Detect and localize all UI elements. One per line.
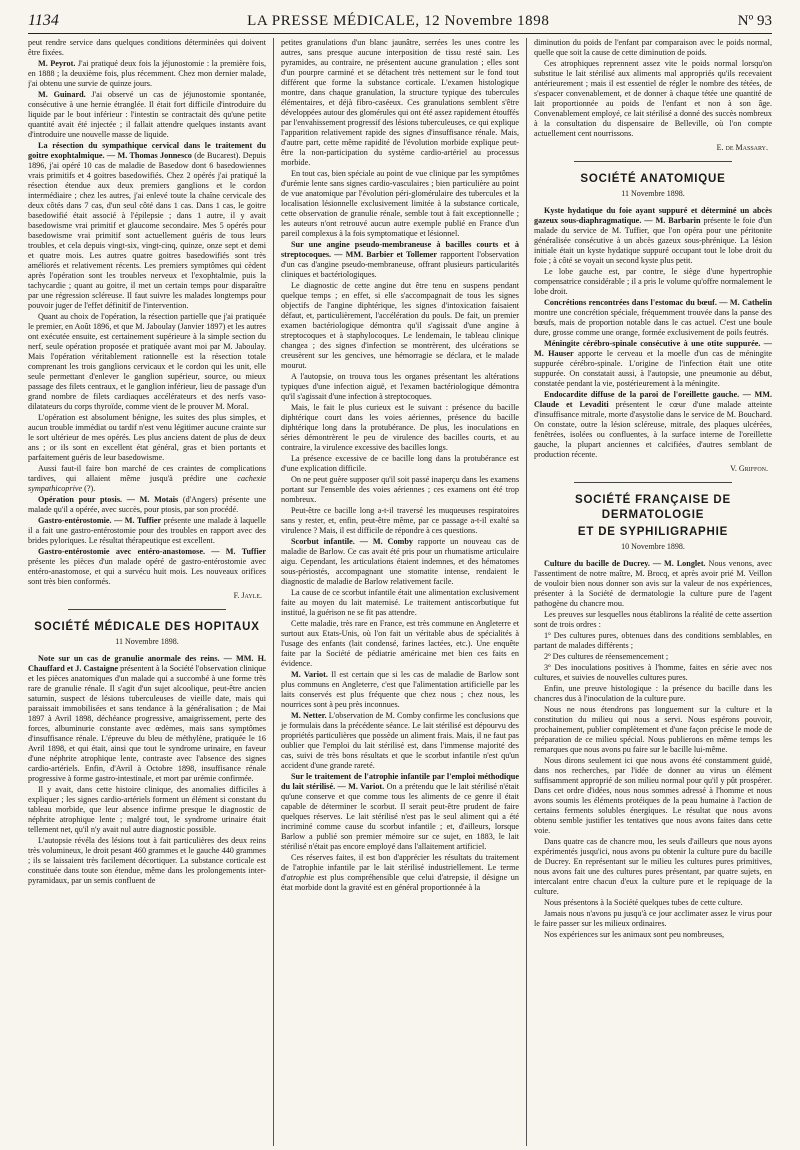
paragraph: petites granulations d'un blanc jaunâtre, serrées les unes contre les autres, sans presque aucune interposition de tissu resté sain. Les pyramides, au contraire, ne présentent aucune granulation ; elles sont d'un pourpre carminé et se détachent très nettement sur le fond tout différent que forme la substance corticale. L'examen histologique montre, dans chaque granulation, la structure typique des tubercules élémentaires, et déjà fibro-caséeux. Ces granulations semblent s'être développées autour des glomérules qui ont été assez rapidement étouffés par l'envahissement progressif des lésions tuberculeuses, ce qui explique l'apparition relativement rapide des signes d'insuffisance rénale. Mais, d'autre part, cette même rapidité de l'évolution morbide explique peut-être la non-participation du système cardio-artériel au processus morbide. <box>281 38 519 167</box>
paragraph: Nous présentons à la Société quelques tubes de cette culture. <box>544 898 743 907</box>
paragraph: Il y avait, dans cette histoire clinique, des anomalies difficiles à expliquer ; les signes cardio-artériels forment un élément si constant du tableau morbide, que leur absence infirme presque le diagnostic de néphrite atrophique lente ; malgré tout, le syndrome urinaire était tellement net, qu'il n'y avait nul autre diagnostic possible. <box>28 785 266 834</box>
paragraph: Concrétions rencontrées dans l'estomac du bœuf. — M. Cathelin montre une concrétion spéciale, fréquemment trouvée dans la panse des bœufs, mais de proportion notable dans le cas actuel. C'est une boule dure, grosse comme une orange, formée exclusivement de poils feutrés. <box>534 298 772 337</box>
section-divider <box>574 161 732 162</box>
item-title: Méningite cérébro-spinale consécutive à une otite suppurée. <box>544 339 761 348</box>
paragraph: 1º Des cultures pures, obtenues dans des conditions semblables, en partant de malades différents ; <box>534 631 772 650</box>
item-title: Sur le traitement de l'atrophie infantile par l'emploi méthodique du lait stérilisé. <box>281 772 519 791</box>
society-heading: SOCIÉTÉ MÉDICALE DES HOPITAUX <box>34 621 260 633</box>
paragraph: La résection du sympathique cervical dans le traitement du goitre exophtalmique. — M. Thomas Jonnesco (de Bucarest). Depuis 1896, j'ai opéré 10 cas de maladie de Basedow dont 6 basedowiennes vrais primitifs et 4 goitres basedowifiés. Chez 2 opérés j'ai pratiqué la résection étendue aux deux premiers ganglions et le cordon intermédiaire ; chez les autres, j'ai enlevé toute la chaîne cervicale des deux côtés dans 7 cas, d'un seul côté dans 1 cas. Dans 1 cas, le goitre basedowifié était associé à l'épilepsie ; dans 1 autre, il y avait basedowisme vrai primitif et glaucome secondaire. Mes 5 opérés pour basedowisme vrai primitif sont actuellement guéris de tous leurs troubles, et cela depuis vingt-six, vingt-cinq, quinze, onze sept et demi et quatre mois. Les autres quatre goitres basedowifiés sont très améliorés et relativement récents. Les premiers symptômes qui cèdent après l'opération sont les troubles nerveux et l'exophtalmie, puis la tachycardie ; quant au goitre, il met un certain temps pour disparaître par une régression scléreuse. Il faut suivre les malades longtemps pour pouvoir juger de l'effet définitif de l'intervention. <box>28 141 266 310</box>
section-divider <box>574 482 732 483</box>
paragraph: diminution du poids de l'enfant par comparaison avec le poids normal, quelle que soit la cause de cette diminution de poids. <box>534 38 772 57</box>
paragraph: Ces réserves faites, il est bon d'apprécier les résultats du traitement de l'atrophie infantile par le lait stérilisé industriellement. Le terme d'atrophie est plus compréhensible que celui d'atrepsie, il désigne un état morbide dont la gravité est en général proportionnée à la <box>281 853 519 892</box>
society-heading: SOCIÉTÉ FRANÇAISE DE DERMATOLOGIE <box>575 494 731 521</box>
article-columns <box>28 38 772 1146</box>
item-title: Culture du bacille de Ducrey. <box>544 559 650 568</box>
item-title: Concrétions rencontrées dans l'estomac du bœuf. <box>544 298 717 307</box>
paragraph: M. Peyrot. J'ai pratiqué deux fois la jéjunostomie : la première fois, en 1888 ; la deuxième fois, plus récemment. Chez mon dernier malade, j'ai obtenu une survie de quinze jours. <box>28 59 267 88</box>
paragraph: Le diagnostic de cette angine dut être tenu en suspens pendant quelque temps ; en effet, si elle s'accompagnait de tous les signes objectifs de l'angine diphtérique, les signes d'intoxication faisaient défaut, et, particulièrement, l'accélération du pouls. De fait, un premier examen bactériologique démontra qu'il s'agissait d'une angine à streptocoques et à staphylocoques. Le lendemain, le tableau clinique changea ; des signes d'infection se montrèrent, des ulcérations se creusèrent sur les gencives, une hémorragie se déclara, et le malade mourut. <box>281 281 519 370</box>
paragraph: M. Variot. Il est certain que si les cas de maladie de Barlow sont plus communs en Angleterre, c'est que l'alimentation artificielle par les laits conservés est plus fréquente que chez nous ; chez nous, les nourrices sont à peu près inconnues. <box>281 670 519 709</box>
paragraph: Enfin, une preuve histologique : la présence du bacille dans les chancres dus à l'inoculation de la culture pure. <box>534 684 772 703</box>
speaker: M. Netter. <box>291 711 327 720</box>
paragraph: Le lobe gauche est, par contre, le siège d'une hypertrophie compensatrice considérable ; il a pris le volume qu'offre normalement le lobe droit. <box>534 267 772 296</box>
section-divider <box>68 609 226 610</box>
item-title: Sur une angine pseudo-membraneuse à bacilles courts et à streptocoques. <box>281 240 519 259</box>
paragraph: L'autopsie révéla des lésions tout à fait particulières des deux reins très volumineux, le droit pesant 460 grammes et le gauche 440 grammes ; ils se laissaient très facilement décortiquer. La substance corticale est constituée dans toute son étendue, même dans les prolongements inter-pyramidaux, par un semis confluent de <box>28 836 266 885</box>
page-header <box>28 8 772 34</box>
item-title: Note sur un cas de granulie anormale des reins. <box>38 654 220 663</box>
paragraph: Les preuves sur lesquelles nous établirons la réalité de cette assertion sont de trois ordres : <box>534 610 772 629</box>
paragraph: Scorbut infantile. — M. Comby rapporte un nouveau cas de maladie de Barlow. Ce cas avait été pris pour un rhumatisme articulaire aigu. Cependant, les articulations étaient indemnes, et des hématomes sous-périostés, accompagnant une stomatite intense, rendaient le diagnostic de maladie de Barlow relativement facile. <box>281 537 519 586</box>
item-title: Kyste hydatique du foie ayant suppuré et déterminé un abcès gazeux sous-diaphragmatique. <box>534 206 772 225</box>
paragraph: Kyste hydatique du foie ayant suppuré et déterminé un abcès gazeux sous-diaphragmatique. — M. Barbarin présente le foie d'un malade du service de M. Tuffier, que l'on opéra pour une péritonite généralisée consécutive à un abcès gazeux sous-phrénique. La lésion initiale était un kyste hydatique suppuré occupant tout le lobe droit du foie ; à côté se voyait un second kyste plus petit. <box>534 206 772 265</box>
paragraph: Mais, le fait le plus curieux est le suivant : présence du bacille diphtérique court dans les voies aériennes, présence du bacille diphtérique long dans la protubérance. De plus, les inoculations en séries démontrèrent le peu de virulence des bacilles courts, et au contraire, la virulence excessive des bacilles longs. <box>281 403 519 452</box>
paragraph: Sur une angine pseudo-membraneuse à bacilles courts et à streptocoques. — MM. Barbier et Tollemer rapportent l'observation d'un cas d'angine pseudo-membraneuse, offrant plusieurs particularités cliniques et bactériologiques. <box>281 240 519 279</box>
paragraph: Note sur un cas de granulie anormale des reins. — MM. H. Chauffard et J. Castaigne présentent à la Société l'observation clinique et les pièces anatomiques d'un malade qui a succombé à une forme très rare de granulie rénale. Il s'agit d'un sujet alcoolique, peut-être ancien saturnin, suspect de lésions tuberculeuses de vieille date, mais qui paraissait immobilisées et sans tendance à la généralisation ; de Mai 1897 à Avril 1898, déchéance progressive, amaigrissement, perte des forces, albuminurie constante avec œdèmes, mais sans symptômes d'insuffisance rénale. L'épreuve du bleu de méthylène, pratiquée le 16 Avril 1898, et qui était, ainsi que tout le syndrome urinaire, en faveur d'une néphrite atrophique lente, contraste avec l'absence des signes cardio-artériels. Enfin, d'Avril à Octobre 1898, insuffisance rénale progressive à forme gastro-intestinale, et mort par urémie confirmée. <box>28 654 267 783</box>
speaker: M. Peyrot. <box>38 59 76 68</box>
paragraph: Nous ne nous étendrons pas longuement sur la culture et la constitution du milieu qui nous a servi. Nous espérons pouvoir, prochainement, publier complètement et d'une façon précise le mode de préparation de ce milieu spécial. Nous publierons en même temps les remarques que nous avons pu faire sur le bacille lui-même. <box>534 705 772 754</box>
paragraph: 2º Des cultures de réensemencement ; <box>544 652 669 661</box>
speaker: M. Guinard. <box>38 90 86 99</box>
paragraph: Cette maladie, très rare en France, est très commune en Angleterre et surtout aux Etats-Unis, où l'on fait un véritable abus de spécialités à l'usage des enfants (lait condensé, farines lactées, etc.). Une enquête faite par la Société de pédiatrie américaine met bien ces faits en évidence. <box>281 619 519 668</box>
paragraph: Sur le traitement de l'atrophie infantile par l'emploi méthodique du lait stérilisé. — M. Variot. On a prétendu que le lait stérilisé n'était qu'une conserve et que comme tous les aliments de ce genre il était capable de déterminer le scorbut. Il serait peut-être prudent de faire quelques réserves. Le lait stérilisé n'est pas le seul aliment qui a été incriminé comme cause du scorbut infantile ; et, d'ailleurs, lorsque Barlow a publié son premier mémoire sur ce sujet, en 1883, le lait stérilisé n'était pas encore employé dans l'allaitement artificiel. <box>281 772 519 851</box>
paragraph: La présence excessive de ce bacille long dans la protubérance est d'une explication difficile. <box>281 454 519 473</box>
paragraph: M. Netter. L'observation de M. Comby confirme les conclusions que je formulais dans la précédente séance. Le lait stérilisé est dépourvu des propriétés particulières que possède un aliment frais. Mais, il ne faut pas oublier que l'emploi du lait stérilisé est, dans l'immense majorité des cas, suivi de très bons résultats et que le scorbut infantile n'est qu'un accident d'une grande rareté. <box>281 711 519 770</box>
paragraph: Jamais nous n'avons pu jusqu'à ce jour acclimater assez le virus pour le faire passer sur les milieux ordinaires. <box>534 909 772 928</box>
author-signature: E. de Massary. <box>716 143 768 152</box>
paragraph: Nous dirons seulement ici que nous avons été constamment guidé, dans nos recherches, par l'idée de donner au virus un élément suffisamment approprié de son milieu normal pour qu'il y pût prospérer. Dans cet ordre d'idées, nous nous sommes adressé à l'homme et nous avons soumis les éléments protéiques de la peau humaine à l'action de certains ferments solubles énergiques. Le résultat que nous avons obtenu semble justifier les tentatives que nous avons faites dans cette voie. <box>534 756 772 835</box>
paragraph: Nos expériences sur les animaux sont peu nombreuses, <box>544 930 725 939</box>
item-title: Scorbut infantile. <box>291 537 355 546</box>
paragraph: Endocardite diffuse de la paroi de l'oreillette gauche. — MM. Claude et Levaditi présentent le cœur d'une malade atteinte d'insuffisance mitrale, morte d'asystolie dans le service de M. Bouchard. On constate, outre la lésion scléreuse, mitrale, des plaques ulcérées, fenêtrées, isolées ou confluentes, à la surface interne de l'oreillette gauche, la plupart anciennes et calcifiées, d'autres semblant de production récente. <box>534 390 772 459</box>
society-heading: SOCIÉTÉ ANATOMIQUE <box>580 173 726 185</box>
journal-title: LA PRESSE MÉDICALE, 12 Novembre 1898 <box>247 13 550 29</box>
paragraph: On ne peut guère supposer qu'il soit passé inaperçu dans les examens portant sur l'ensemble des voies aériennes ; ces examens ont été trop nombreux. <box>281 475 519 504</box>
paragraph: Aussi faut-il faire bon marché de ces craintes de complications tardives, qui allaient même jusqu'à prédire une cachexie sympathicoprive (?). <box>28 464 266 493</box>
session-date: 11 Novembre 1898. <box>115 637 179 646</box>
speaker: M. Variot. <box>291 670 328 679</box>
item-title: La résection du sympathique cervical dans le traitement du goitre exophtalmique. <box>28 141 266 160</box>
issue-number: Nº 93 <box>737 13 772 29</box>
paragraph: Méningite cérébro-spinale consécutive à une otite suppurée. — M. Hauser apporte le cerveau et la moelle d'un cas de méningite suppurée cérébro-spinale. L'origine de l'infection était une otite suppurée. On constatait aussi, à l'autopsie, une pneumonie au début, constatée pendant la vie, postérieurement à la méningite. <box>534 339 772 388</box>
item-title: Opération pour ptosis. <box>38 495 123 504</box>
session-date: 10 Novembre 1898. <box>621 542 685 551</box>
paragraph: L'opération est absolument bénigne, les suites des plus simples, et aucun trouble immédiat ou tardif n'est venu légitimer aucune crainte sur le sort ultérieur de mes opérés. Les plus anciens datent de plus de deux ans ; or ils sont en excellent état général, gras et bien portants et parfaitement guéris de leur basedowisme. <box>28 413 266 462</box>
paragraph: Opération pour ptosis. — M. Motais (d'Angers) présente une malade qu'il a opérée, avec succès, pour ptosis, par son procédé. <box>28 495 266 514</box>
paragraph: Ces atrophiques reprennent assez vite le poids normal lorsqu'on substitue le lait stérilisé aux aliments mal appropriés qu'ils recevaient antérieurement ; mais il est essentiel de régler le nombre des tétées, de s'espacer convenablement, et de donner à chaque tétée une quantité de lait proportionnée au poids de l'enfant et non à son âge. Convenablement employé, ce lait stérilisé a donné des succès nombreux à la consultation du dispensaire de Belleville, où l'on compte actuellement cent nourrissons. <box>534 59 772 138</box>
paragraph: Peut-être ce bacille long a-t-il traversé les muqueuses respiratoires sans y rester, et, enfin, peut-être même, par ce passage a-t-il exalté sa virulence ? Mais, il est difficile de répondre à ces questions. <box>281 506 519 535</box>
paragraph: Gastro-entérostomie avec entéro-anastomose. — M. Tuffier présente les pièces d'un malade opéré de gastro-entérostomie avec entéro-anastomose, et qui a survécu huit mois. Les nouveaux orifices sont très bien conformés. <box>28 547 266 586</box>
paragraph: La cause de ce scorbut infantile était une alimentation exclusivement faite au moyen du lait maternisé. Le traitement antiscorbutique fut institué, la guérison ne se fit pas attendre. <box>281 588 519 617</box>
item-title: Gastro-entérostomie. <box>38 516 112 525</box>
author-signature: F. Jayle. <box>233 591 262 600</box>
column-2 <box>273 38 526 1146</box>
column-1 <box>28 38 273 1146</box>
society-heading-line-2: ET DE SYPHILIGRAPHIE <box>577 526 729 538</box>
author-signature: V. Griffon. <box>730 464 768 473</box>
page-number: 1134 <box>28 12 59 29</box>
column-3 <box>526 38 772 1146</box>
paragraph: A l'autopsie, on trouva tous les organes présentant les altérations typiques d'une infection aiguë, et l'examen bactériologique démontra qu'il s'agissait d'une infection à streptocoques. <box>281 372 519 401</box>
paragraph: Dans quatre cas de chancre mou, les seuls d'ailleurs que nous ayons expérimentés jusqu'ici, nous avons pu obtenir la culture pure du bacille de Ducrey. En représentant sur le milieu les cultures pures primitives, nous avons fait une des cultures pures présentant, par quatre sujets, en intercalant entre chacun d'eux la culture pure et le repiquage de la culture. <box>534 837 772 896</box>
session-date: 11 Novembre 1898. <box>621 189 685 198</box>
paragraph: Quant au choix de l'opération, la résection partielle que j'ai pratiquée le premier, en Août 1896, et que M. Jaboulay (Janvier 1897) et les autres ont exécutée ensuite, est certainement supérieure à la simple section du nerf, seule opération proposée et pratiquée avant moi par M. Jaboulay. Mais l'opération véritablement rationnelle est la résection totale comprenant les trois ganglions cervicaux et le cordon qui les unit, elle seule permettant d'enlever le ganglion supérieur, source, ou mieux passage des filets centraux, et le ganglion inférieur, lieu de passage d'un grand nombre de filets cardiaques accélérateurs et des nerfs vaso-dilatateurs du corps thyroïde, comme vient de le prouver M. Moral. <box>28 312 266 411</box>
item-title: Endocardite diffuse de la paroi de l'oreillette gauche. <box>544 390 740 399</box>
item-title: Gastro-entérostomie avec entéro-anastomose. <box>38 547 205 556</box>
paragraph: M. Guinard. J'ai observé un cas de jéjunostomie spontanée, consécutive à une hernie étranglée. Il était fort difficile d'introduire du liquide par le bout inférieur : l'intestin se contractait dès qu'une petite quantité avait été injectée ; il fallait attendre quelques instants avant d'introduire une nouvelle masse de liquide. <box>28 90 266 139</box>
paragraph: Gastro-entérostomie. — M. Tuffier présente une malade à laquelle il a fait une gastro-entérostomie pour des troubles en rapport avec des brides pyloriques. Le résultat thérapeutique est excellent. <box>28 516 266 545</box>
paragraph: En tout cas, bien spéciale au point de vue clinique par les symptômes d'urémie lente sans signes cardio-vasculaires ; bien particulière au point de vue anatomique par l'évolution péri-glomérulaire des tubercules et la localisation lésionnelle exclusivement limitée à la substance corticale, cette observation de granulie rénale, semble tout à fait exceptionnelle ; les auteurs n'ont retrouvé aucun autre exemple publié en France d'un pareil complexus à la fois symptomatique et lésionnel. <box>281 169 519 238</box>
paragraph: peut rendre service dans quelques conditions déterminées qui doivent être fixées. <box>28 38 266 57</box>
paragraph: 3º Des inoculations positives à l'homme, faites en série avec nos cultures, et suivies de nouvelles cultures pures. <box>534 663 772 682</box>
paragraph: Culture du bacille de Ducrey. — M. Longlet. Nous venons, avec l'assentiment de notre maître, M. Brocq, et après avoir prié M. Veillon de vouloir bien nous donner son avis sur la valeur de nos expériences, présenter à la Société de dermatologie la culture pure de l'agent pathogène du chancre mou. <box>534 559 772 608</box>
